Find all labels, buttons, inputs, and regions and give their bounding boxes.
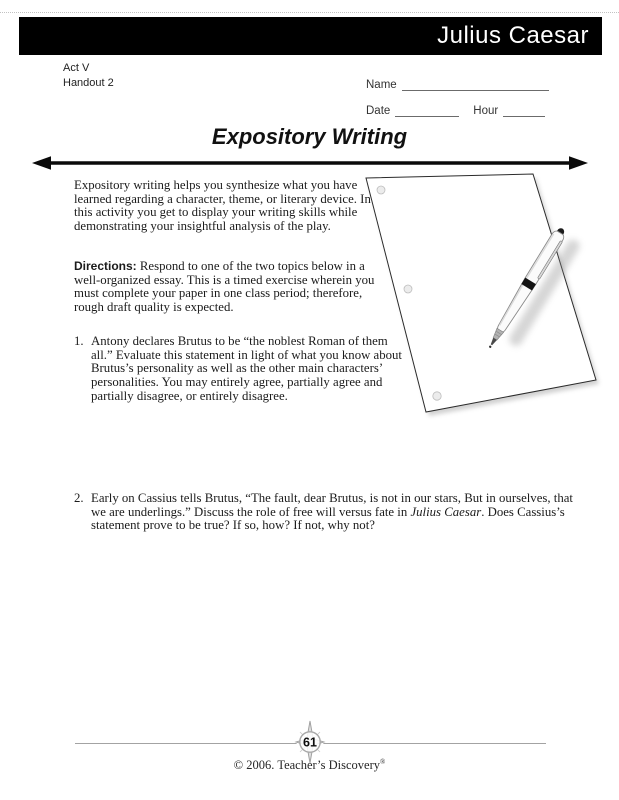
intro-paragraph: Expository writing helps you synthesize what you have learned regarding a character, theme, or literary device. In this activity you get to display your writing skills while demonstrating your insightful analysis of the play.: [74, 178, 371, 234]
document-meta: [63, 61, 114, 91]
page-edge-line: [0, 12, 619, 13]
page-number: 61: [303, 735, 317, 750]
punch-hole-2: [404, 285, 412, 293]
registered-mark: ®: [380, 758, 386, 766]
date-hour-field-row: [366, 104, 549, 117]
name-field-row: [366, 78, 549, 91]
hour-blank-line: [503, 104, 545, 117]
date-blank-line: [395, 104, 459, 117]
essay-topic-1-text: Antony declares Brutus to be “the noblest Roman of them all.” Evaluate this statement in light of what you know about Brutus’s personality as well as the other main characters’ personalities. You may entirely agree, partially agree and partially disagree, or entirely disagree.: [91, 334, 402, 403]
essay-topic-2-body: [74, 492, 588, 533]
essay-topic-1-number: 1.: [74, 334, 84, 348]
paper-sheet: [366, 174, 596, 412]
page-title: Expository Writing: [211, 124, 408, 149]
name-label: Name: [366, 79, 397, 91]
play-title-italic: Julius Caesar: [410, 504, 482, 519]
essay-topic-2: [74, 492, 588, 533]
header-bar: [19, 17, 602, 55]
essay-topic-2-text-after: . Does Cassius’s statement prove to be true? If so, how? If not, why not?: [91, 504, 565, 533]
date-label: Date: [366, 105, 391, 117]
punch-hole-3: [433, 392, 441, 400]
copyright-text: © 2006. Teacher’s Discovery: [233, 758, 380, 773]
act-label: Act V: [63, 62, 90, 74]
hour-label: Hour: [473, 105, 499, 117]
punch-hole-1: [377, 186, 385, 194]
directions-text: Respond to one of the two topics below in a well-organized essay. This is a timed exercise wherein you must complete your paper in one class period; therefore, rough draft quality is expected.: [74, 259, 375, 315]
student-fields: [366, 78, 549, 130]
paper-and-pen-illustration: [345, 165, 615, 450]
essay-topic-2-text-before: Early on Cassius tells Brutus, “The fault, dear Brutus, is not in our stars, But in ourselves, that we are underlings.” Discuss the role of free will versus fate in: [91, 491, 573, 519]
book-title: Julius Caesar: [437, 22, 589, 49]
name-blank-line: [402, 78, 549, 91]
handout-label: Handout 2: [63, 77, 114, 89]
directions-label: Directions:: [74, 259, 137, 273]
copyright-line: [0, 758, 619, 773]
essay-topic-2-number: 2.: [74, 491, 84, 505]
